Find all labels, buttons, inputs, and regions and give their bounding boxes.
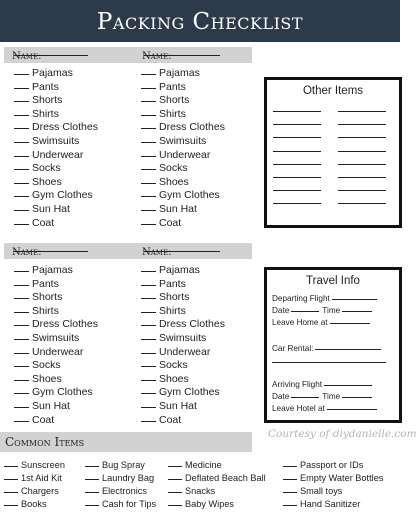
common-item-label: Baby Wipes (185, 499, 235, 509)
checklist-item-label: Pants (159, 277, 186, 290)
checkbox-line[interactable] (141, 380, 156, 381)
checklist-item[interactable] (14, 176, 98, 190)
checklist-item[interactable] (14, 332, 98, 346)
common-item[interactable] (4, 485, 65, 498)
checklist-item[interactable] (141, 318, 225, 332)
common-item-label: Laundry Bag (102, 473, 155, 483)
car-rental-row[interactable] (272, 344, 381, 353)
checkbox-line[interactable] (141, 312, 156, 313)
checkbox-line[interactable] (141, 169, 156, 170)
common-item-label: Deflated Beach Ball (185, 473, 266, 483)
name-label: Name: (12, 247, 42, 258)
name-field-1-left[interactable] (12, 49, 88, 60)
common-item[interactable] (85, 498, 156, 511)
common-items-column (168, 459, 266, 511)
checklist-item[interactable] (141, 400, 225, 414)
other-item-line[interactable] (338, 111, 386, 112)
checklist-item[interactable] (141, 386, 225, 400)
checklist-item-label: Shorts (32, 291, 63, 304)
depart-time-label: Time (322, 306, 341, 315)
checklist-item-label: Sun Hat (32, 399, 70, 412)
common-item[interactable] (4, 459, 65, 472)
checkbox-line[interactable] (141, 224, 156, 225)
checkbox-line[interactable] (14, 210, 29, 211)
checklist-item-label: Swimsuits (32, 331, 80, 344)
depart-time-line (342, 311, 372, 312)
checklist-item-label: Shoes (159, 372, 189, 385)
checklist-item[interactable] (14, 203, 98, 217)
other-item-line[interactable] (273, 177, 321, 178)
checkbox-line[interactable] (85, 505, 99, 506)
clothing-list (14, 264, 98, 427)
common-item-label: Snacks (185, 486, 216, 496)
checklist-item-label: Socks (159, 162, 188, 175)
arrive-date-label: Date (272, 392, 290, 401)
checkbox-line[interactable] (14, 339, 29, 340)
checklist-item[interactable] (141, 264, 225, 278)
checkbox-line[interactable] (141, 285, 156, 286)
common-item-label: 1st Aid Kit (21, 473, 62, 483)
checkbox-line[interactable] (141, 142, 156, 143)
checklist-item[interactable] (141, 135, 225, 149)
checklist-item-label: Shirts (159, 107, 186, 120)
checklist-item[interactable] (141, 373, 225, 387)
checkbox-line[interactable] (4, 466, 18, 467)
departing-flight-line (332, 299, 377, 300)
common-item-label: Empty Water Bottles (300, 473, 384, 483)
checklist-item[interactable] (14, 108, 98, 122)
common-item-label: Chargers (21, 486, 59, 496)
checkbox-line[interactable] (141, 353, 156, 354)
checkbox-line[interactable] (85, 466, 99, 467)
common-item-label: Medicine (185, 460, 222, 470)
checkbox-line[interactable] (168, 479, 182, 480)
checklist-item[interactable] (141, 189, 225, 203)
checkbox-line[interactable] (141, 74, 156, 75)
checkbox-line[interactable] (4, 479, 18, 480)
other-item-line[interactable] (338, 177, 386, 178)
checkbox-line[interactable] (14, 196, 29, 197)
other-item-line[interactable] (338, 137, 386, 138)
arriving-flight-row[interactable] (272, 380, 372, 389)
checkbox-line[interactable] (141, 183, 156, 184)
checklist-item-label: Gym Clothes (159, 189, 220, 202)
name-bar-2 (4, 243, 252, 259)
depart-date-label: Date (272, 306, 290, 315)
checklist-item[interactable] (14, 305, 98, 319)
checklist-item-label: Socks (159, 359, 188, 372)
checklist-item[interactable] (141, 108, 225, 122)
checklist-item-label: Pajamas (159, 67, 200, 79)
checkbox-line[interactable] (141, 101, 156, 102)
checklist-item-label: Underwear (32, 345, 84, 358)
checkbox-line[interactable] (141, 407, 156, 408)
arriving-flight-line (324, 385, 372, 386)
other-item-line[interactable] (338, 190, 386, 191)
checklist-item-label: Dress Clothes (32, 318, 98, 331)
checkbox-line[interactable] (85, 492, 99, 493)
checklist-item[interactable] (14, 149, 98, 163)
leave-home-row[interactable] (272, 318, 370, 327)
other-item-line[interactable] (273, 164, 321, 165)
arriving-flight-label: Arriving Flight (272, 380, 323, 389)
checkbox-line[interactable] (168, 505, 182, 506)
checklist-item[interactable] (14, 278, 98, 292)
checklist-item[interactable] (14, 291, 98, 305)
checkbox-line[interactable] (14, 74, 29, 75)
checklist-item-label: Pants (32, 277, 59, 290)
checklist-item-label: Pants (159, 80, 186, 93)
checklist-item-label: Dress Clothes (32, 121, 98, 134)
checklist-item-label: Pajamas (159, 264, 200, 276)
checklist-item-label: Swimsuits (32, 134, 80, 147)
checklist-item[interactable] (141, 305, 225, 319)
checklist-item-label: Sun Hat (159, 202, 197, 215)
checklist-item-label: Sun Hat (32, 202, 70, 215)
name-field-2-left[interactable] (12, 245, 88, 256)
arrive-time-label: Time (322, 392, 341, 401)
leave-home-line (330, 323, 370, 324)
checkbox-line[interactable] (141, 298, 156, 299)
arrive-date-time-row[interactable] (272, 392, 372, 401)
checkbox-line[interactable] (141, 393, 156, 394)
checklist-item-label: Shorts (159, 94, 190, 107)
common-item-label: Cash for Tips (102, 499, 157, 509)
name-bar-1 (4, 47, 252, 63)
checklist-item[interactable] (141, 121, 225, 135)
checklist-item-label: Dress Clothes (159, 318, 225, 331)
checkbox-line[interactable] (14, 271, 29, 272)
checklist-item-label: Coat (159, 216, 182, 229)
other-item-line[interactable] (273, 137, 321, 138)
clothing-list (141, 264, 225, 427)
common-item-label: Bug Spray (102, 460, 145, 470)
common-item-label: Hand Sanitizer (300, 499, 361, 509)
checklist-item[interactable] (141, 217, 225, 231)
checklist-item[interactable] (141, 414, 225, 428)
departing-flight-label: Departing Flight (272, 294, 330, 303)
checklist-item[interactable] (141, 332, 225, 346)
checkbox-line[interactable] (85, 479, 99, 480)
car-rental-extra-row[interactable] (272, 357, 386, 366)
checkbox-line[interactable] (141, 421, 156, 422)
name-field-1-right[interactable] (142, 49, 220, 60)
checklist-item-label: Socks (32, 359, 61, 372)
other-item-line[interactable] (338, 203, 386, 204)
checkbox-line[interactable] (14, 325, 29, 326)
checkbox-line[interactable] (141, 366, 156, 367)
checklist-item-label: Underwear (32, 148, 84, 161)
checklist-item-label: Underwear (159, 148, 211, 161)
checklist-item[interactable] (141, 203, 225, 217)
checkbox-line[interactable] (14, 88, 29, 89)
checklist-item-label: Shorts (159, 291, 190, 304)
checklist-item-label: Swimsuits (159, 134, 207, 147)
credit-text: Courtesy of diydanielle.com (268, 428, 417, 440)
checklist-item-label: Gym Clothes (32, 386, 93, 399)
checklist-item[interactable] (14, 217, 98, 231)
common-item-label: Electronics (102, 486, 147, 496)
checklist-item[interactable] (141, 291, 225, 305)
checkbox-line[interactable] (141, 88, 156, 89)
checklist-item[interactable] (141, 149, 225, 163)
checklist-item[interactable] (141, 278, 225, 292)
other-item-line[interactable] (273, 111, 321, 112)
checklist-item[interactable] (141, 176, 225, 190)
checkbox-line[interactable] (14, 128, 29, 129)
name-field-2-right[interactable] (142, 245, 220, 256)
checklist-item[interactable] (14, 135, 98, 149)
checklist-item-label: Shoes (32, 175, 62, 188)
checklist-item-label: Coat (32, 216, 55, 229)
checklist-item-label: Shorts (32, 94, 63, 107)
checkbox-line[interactable] (4, 492, 18, 493)
checklist-item[interactable] (14, 162, 98, 176)
checklist-item[interactable] (14, 264, 98, 278)
checklist-item-label: Pajamas (32, 67, 73, 79)
checkbox-line[interactable] (14, 156, 29, 157)
checkbox-line[interactable] (14, 183, 29, 184)
other-item-line[interactable] (273, 151, 321, 152)
checkbox-line[interactable] (14, 353, 29, 354)
checkbox-line[interactable] (141, 271, 156, 272)
checkbox-line[interactable] (283, 492, 297, 493)
travel-info-title: Travel Info (306, 275, 360, 287)
checkbox-line[interactable] (141, 156, 156, 157)
leave-hotel-label: Leave Hotel at (272, 404, 325, 413)
checkbox-line[interactable] (14, 407, 29, 408)
checklist-item-label: Swimsuits (159, 331, 207, 344)
checklist-item-label: Gym Clothes (32, 189, 93, 202)
checklist-item-label: Shoes (32, 372, 62, 385)
common-items-column (4, 459, 65, 511)
departing-flight-row[interactable] (272, 294, 377, 303)
checklist-item[interactable] (14, 67, 98, 81)
common-item[interactable] (283, 459, 383, 472)
common-items-title: Common Items (5, 435, 85, 449)
common-item[interactable] (168, 472, 266, 485)
checkbox-line[interactable] (168, 466, 182, 467)
common-item[interactable] (168, 485, 266, 498)
name-label: Name: (142, 247, 172, 258)
depart-date-time-row[interactable] (272, 306, 372, 315)
other-item-line[interactable] (273, 124, 321, 125)
clothing-list (14, 67, 98, 230)
checkbox-line[interactable] (283, 466, 297, 467)
arrive-date-line (291, 397, 319, 398)
checklist-item-label: Gym Clothes (159, 386, 220, 399)
checkbox-line[interactable] (14, 169, 29, 170)
common-item-label: Small toys (300, 486, 343, 496)
leave-hotel-line (327, 409, 377, 410)
leave-hotel-row[interactable] (272, 404, 377, 413)
checklist-item[interactable] (14, 346, 98, 360)
common-items-column (85, 459, 156, 511)
checklist-item-label: Coat (32, 413, 55, 426)
checkbox-line[interactable] (283, 505, 297, 506)
checkbox-line[interactable] (141, 210, 156, 211)
checklist-item[interactable] (141, 81, 225, 95)
checkbox-line[interactable] (283, 479, 297, 480)
checklist-item[interactable] (14, 121, 98, 135)
checkbox-line[interactable] (14, 115, 29, 116)
checklist-item[interactable] (141, 67, 225, 81)
other-items-box (264, 77, 402, 228)
checklist-item-label: Dress Clothes (159, 121, 225, 134)
common-item[interactable] (85, 485, 156, 498)
car-rental-extra-line (272, 362, 386, 363)
checklist-item-label: Socks (32, 162, 61, 175)
other-items-title: Other Items (302, 85, 364, 97)
checkbox-line[interactable] (14, 380, 29, 381)
checklist-item-label: Shirts (159, 304, 186, 317)
car-rental-label: Car Rental: (272, 344, 314, 353)
checkbox-line[interactable] (4, 505, 18, 506)
common-item-label: Passport or IDs (300, 460, 364, 470)
checkbox-line[interactable] (14, 393, 29, 394)
checklist-item[interactable] (141, 94, 225, 108)
checklist-item[interactable] (14, 414, 98, 428)
checklist-item-label: Sun Hat (159, 399, 197, 412)
checkbox-line[interactable] (141, 325, 156, 326)
checklist-item[interactable] (14, 373, 98, 387)
checkbox-line[interactable] (14, 366, 29, 367)
common-item[interactable] (168, 498, 266, 511)
checkbox-line[interactable] (141, 128, 156, 129)
arrive-time-line (342, 397, 372, 398)
checklist-item[interactable] (14, 318, 98, 332)
common-item[interactable] (283, 485, 383, 498)
checklist-item-label: Underwear (159, 345, 211, 358)
depart-date-line (291, 311, 319, 312)
common-item[interactable] (85, 459, 156, 472)
car-rental-line (315, 349, 381, 350)
other-item-line[interactable] (273, 190, 321, 191)
common-item-label: Books (21, 499, 47, 509)
leave-home-label: Leave Home at (272, 318, 328, 327)
common-item[interactable] (168, 459, 266, 472)
checkbox-line[interactable] (14, 224, 29, 225)
checklist-item[interactable] (141, 162, 225, 176)
checkbox-line[interactable] (14, 285, 29, 286)
name-label: Name: (12, 51, 42, 62)
page-title: Packing Checklist (0, 0, 400, 42)
checklist-item-label: Shoes (159, 175, 189, 188)
common-item[interactable] (85, 472, 156, 485)
checklist-item-label: Pajamas (32, 264, 73, 276)
checkbox-line[interactable] (141, 339, 156, 340)
checklist-item-label: Coat (159, 413, 182, 426)
clothing-list (141, 67, 225, 230)
common-item[interactable] (283, 498, 383, 511)
checkbox-line[interactable] (141, 196, 156, 197)
other-item-line[interactable] (338, 124, 386, 125)
checklist-item[interactable] (14, 189, 98, 203)
checkbox-line[interactable] (168, 492, 182, 493)
checklist-item[interactable] (14, 81, 98, 95)
checklist-item[interactable] (141, 346, 225, 360)
other-item-line[interactable] (338, 164, 386, 165)
checklist-item[interactable] (14, 94, 98, 108)
checklist-item[interactable] (14, 386, 98, 400)
checklist-item[interactable] (141, 359, 225, 373)
other-item-line[interactable] (338, 151, 386, 152)
common-items-column (283, 459, 383, 511)
common-item[interactable] (4, 498, 65, 511)
checkbox-line[interactable] (14, 101, 29, 102)
name-label: Name: (142, 51, 172, 62)
common-item-label: Sunscreen (21, 460, 65, 470)
checklist-item-label: Pants (32, 80, 59, 93)
checklist-item[interactable] (14, 400, 98, 414)
common-item[interactable] (283, 472, 383, 485)
checklist-item[interactable] (14, 359, 98, 373)
checkbox-line[interactable] (14, 142, 29, 143)
other-item-line[interactable] (273, 203, 321, 204)
checklist-item-label: Shirts (32, 107, 59, 120)
checkbox-line[interactable] (14, 298, 29, 299)
checklist-item-label: Shirts (32, 304, 59, 317)
common-item[interactable] (4, 472, 65, 485)
checkbox-line[interactable] (14, 312, 29, 313)
common-items-header (0, 432, 252, 452)
checkbox-line[interactable] (14, 421, 29, 422)
travel-info-box (264, 267, 402, 423)
checkbox-line[interactable] (141, 115, 156, 116)
